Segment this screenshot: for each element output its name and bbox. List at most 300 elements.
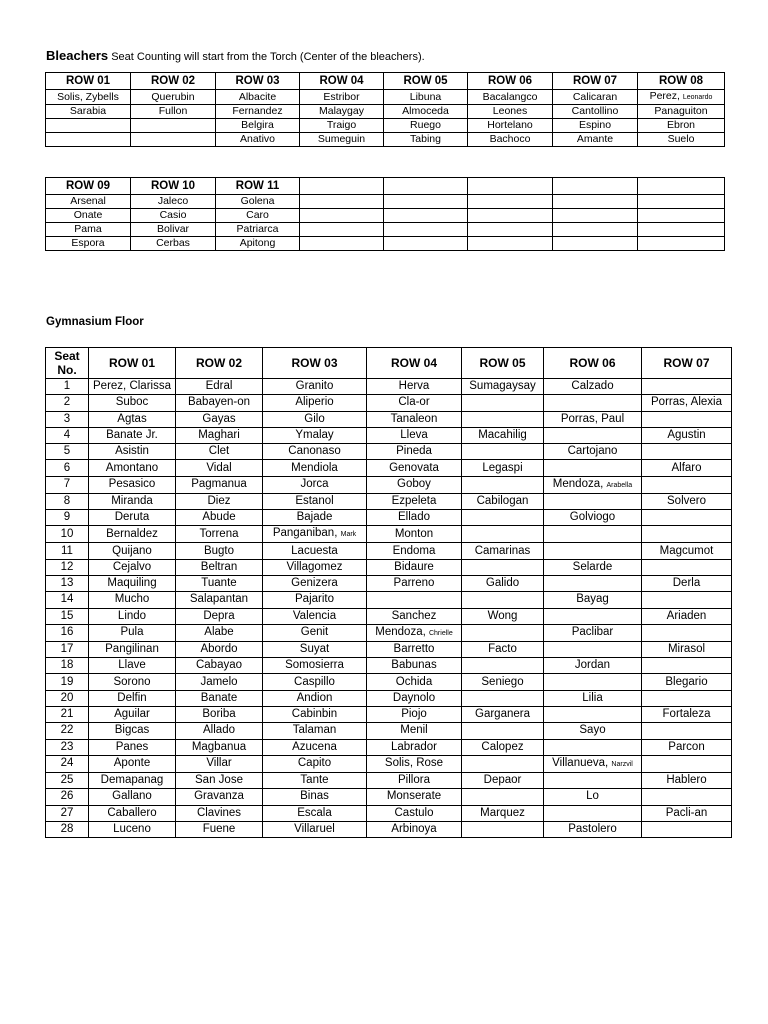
- table-cell: 13: [46, 575, 89, 591]
- table-cell: [544, 427, 642, 443]
- first-name-note: Narzvil: [611, 760, 633, 768]
- table-cell: 1: [46, 379, 89, 395]
- table-cell: Sayo: [544, 723, 642, 739]
- table-row: [46, 493, 732, 509]
- table-cell: Ezpeleta: [367, 493, 462, 509]
- table-cell: Perez, Clarissa: [89, 379, 176, 395]
- table-cell: Mucho: [89, 592, 176, 608]
- table-cell: [638, 195, 725, 209]
- table-cell: Malaygay: [300, 105, 384, 119]
- table-cell: Menil: [367, 723, 462, 739]
- table-cell: Golviogo: [544, 510, 642, 526]
- table-cell: [384, 223, 468, 237]
- table-row: [46, 510, 732, 526]
- table-cell: Arsenal: [46, 195, 131, 209]
- table-cell: [384, 195, 468, 209]
- table-cell: Babayen-on: [176, 395, 263, 411]
- table-cell: Derla: [642, 575, 732, 591]
- table-cell: Abordo: [176, 641, 263, 657]
- table-cell: Fuene: [176, 821, 263, 837]
- column-header: ROW 04: [367, 348, 462, 379]
- table-cell: 19: [46, 674, 89, 690]
- table-cell: Babunas: [367, 658, 462, 674]
- table-cell: [642, 592, 732, 608]
- table-cell: Diez: [176, 493, 263, 509]
- table-cell: [642, 821, 732, 837]
- bleachers-table-1-header: [46, 73, 725, 90]
- table-cell: Albacite: [216, 90, 300, 105]
- table-cell: Bigcas: [89, 723, 176, 739]
- table-cell: Almoceda: [384, 105, 468, 119]
- table-cell: 27: [46, 805, 89, 821]
- table-cell: [462, 723, 544, 739]
- table-cell: Banate: [176, 690, 263, 706]
- table-cell: Hablero: [642, 772, 732, 788]
- table-cell: Bajade: [263, 510, 367, 526]
- column-header: ROW 08: [638, 73, 725, 90]
- table-cell: Onate: [46, 209, 131, 223]
- table-cell: 9: [46, 510, 89, 526]
- first-name-note: Chrielle: [428, 629, 453, 637]
- table-cell: Pagmanua: [176, 476, 263, 493]
- table-cell: Villanueva, Narzvil: [544, 755, 642, 772]
- table-cell: Parcon: [642, 739, 732, 755]
- table-cell: Traigo: [300, 119, 384, 133]
- table-row: [46, 755, 732, 772]
- table-row: [46, 379, 732, 395]
- table-cell: Anativo: [216, 133, 300, 147]
- column-header: [553, 178, 638, 195]
- table-cell: Jamelo: [176, 674, 263, 690]
- table-cell: Cabinbin: [263, 707, 367, 723]
- table-cell: [544, 460, 642, 476]
- table-cell: [462, 476, 544, 493]
- table-cell: Macahilig: [462, 427, 544, 443]
- table-cell: [642, 755, 732, 772]
- table-cell: Amante: [553, 133, 638, 147]
- table-cell: Bacalangco: [468, 90, 553, 105]
- table-cell: [544, 674, 642, 690]
- table-cell: [462, 559, 544, 575]
- table-cell: Pangilinan: [89, 641, 176, 657]
- table-cell: Andion: [263, 690, 367, 706]
- table-cell: Agustin: [642, 427, 732, 443]
- table-cell: Cabayao: [176, 658, 263, 674]
- gym-title: Gymnasium Floor: [46, 316, 144, 328]
- table-cell: Calzado: [544, 379, 642, 395]
- table-cell: Pacli-an: [642, 805, 732, 821]
- table-row: [46, 119, 725, 133]
- table-cell: Goboy: [367, 476, 462, 493]
- table-cell: Vidal: [176, 460, 263, 476]
- table-cell: Beltran: [176, 559, 263, 575]
- table-cell: Genovata: [367, 460, 462, 476]
- table-cell: [46, 119, 131, 133]
- table-cell: Talaman: [263, 723, 367, 739]
- table-cell: Garganera: [462, 707, 544, 723]
- first-name-note: Mark: [340, 531, 357, 539]
- table-cell: Perez, Leonardo: [638, 90, 725, 105]
- table-row: [46, 223, 725, 237]
- table-cell: Pajarito: [263, 592, 367, 608]
- table-cell: [462, 510, 544, 526]
- table-row: [46, 411, 732, 427]
- table-cell: [642, 624, 732, 641]
- table-cell: [468, 195, 553, 209]
- bleachers-note: Seat Counting will start from the Torch (Center of the bleachers).: [111, 51, 425, 63]
- table-row: [46, 526, 732, 543]
- table-cell: Sorono: [89, 674, 176, 690]
- table-cell: [462, 789, 544, 805]
- table-row: [46, 658, 732, 674]
- table-cell: [131, 119, 216, 133]
- table-cell: Cerbas: [131, 237, 216, 251]
- table-cell: Calopez: [462, 739, 544, 755]
- table-cell: Pastolero: [544, 821, 642, 837]
- table-cell: Gayas: [176, 411, 263, 427]
- table-cell: Caro: [216, 209, 300, 223]
- table-cell: Monserate: [367, 789, 462, 805]
- column-header: [384, 178, 468, 195]
- table-cell: Aliperio: [263, 395, 367, 411]
- table-cell: [642, 690, 732, 706]
- table-row: [46, 674, 732, 690]
- table-cell: [367, 592, 462, 608]
- table-cell: Caballero: [89, 805, 176, 821]
- table-cell: Herva: [367, 379, 462, 395]
- table-cell: [544, 772, 642, 788]
- table-cell: Pineda: [367, 444, 462, 460]
- table-row: [46, 476, 732, 493]
- table-cell: [384, 209, 468, 223]
- table-cell: Deruta: [89, 510, 176, 526]
- table-cell: Querubin: [131, 90, 216, 105]
- table-cell: [544, 543, 642, 559]
- bleachers-table-2-header: [46, 178, 725, 195]
- table-cell: Edral: [176, 379, 263, 395]
- table-cell: Abude: [176, 510, 263, 526]
- table-cell: [553, 223, 638, 237]
- table-cell: Caspillo: [263, 674, 367, 690]
- table-cell: Boriba: [176, 707, 263, 723]
- table-cell: Bugto: [176, 543, 263, 559]
- table-cell: Solis, Rose: [367, 755, 462, 772]
- table-cell: Sarabia: [46, 105, 131, 119]
- table-cell: Delfin: [89, 690, 176, 706]
- table-cell: Cla-or: [367, 395, 462, 411]
- table-cell: Amontano: [89, 460, 176, 476]
- table-row: [46, 90, 725, 105]
- table-cell: Sumeguin: [300, 133, 384, 147]
- column-header: ROW 07: [553, 73, 638, 90]
- table-cell: [642, 559, 732, 575]
- table-cell: 17: [46, 641, 89, 657]
- table-cell: Marquez: [462, 805, 544, 821]
- table-cell: San Jose: [176, 772, 263, 788]
- table-cell: Ymalay: [263, 427, 367, 443]
- table-cell: Suboc: [89, 395, 176, 411]
- table-cell: 25: [46, 772, 89, 788]
- table-cell: Lindo: [89, 608, 176, 624]
- table-cell: 3: [46, 411, 89, 427]
- table-cell: Escala: [263, 805, 367, 821]
- table-cell: Pama: [46, 223, 131, 237]
- bleachers-table-1: [45, 72, 725, 147]
- table-cell: 26: [46, 789, 89, 805]
- table-cell: Leones: [468, 105, 553, 119]
- table-cell: 7: [46, 476, 89, 493]
- table-cell: Galido: [462, 575, 544, 591]
- table-cell: Villar: [176, 755, 263, 772]
- table-cell: Sumagaysay: [462, 379, 544, 395]
- table-cell: Bachoco: [468, 133, 553, 147]
- table-cell: Blegario: [642, 674, 732, 690]
- table-cell: [544, 608, 642, 624]
- table-cell: Ochida: [367, 674, 462, 690]
- table-cell: Arbinoya: [367, 821, 462, 837]
- table-cell: Clavines: [176, 805, 263, 821]
- table-cell: 14: [46, 592, 89, 608]
- table-cell: [544, 526, 642, 543]
- table-cell: [638, 209, 725, 223]
- bleachers-table-2: [45, 177, 725, 251]
- table-cell: [642, 526, 732, 543]
- table-cell: [462, 411, 544, 427]
- table-cell: Jaleco: [131, 195, 216, 209]
- table-cell: [462, 526, 544, 543]
- table-cell: Villagomez: [263, 559, 367, 575]
- table-cell: Luceno: [89, 821, 176, 837]
- column-header: [638, 178, 725, 195]
- gym-table-header: [46, 348, 732, 379]
- table-cell: Solvero: [642, 493, 732, 509]
- table-cell: Azucena: [263, 739, 367, 755]
- table-cell: [638, 223, 725, 237]
- table-row: [46, 805, 732, 821]
- table-cell: Lleva: [367, 427, 462, 443]
- table-cell: Pillora: [367, 772, 462, 788]
- table-cell: Maghari: [176, 427, 263, 443]
- table-row: [46, 707, 732, 723]
- table-row: [46, 133, 725, 147]
- column-header: ROW 06: [544, 348, 642, 379]
- table-cell: Cartojano: [544, 444, 642, 460]
- column-header: ROW 01: [46, 73, 131, 90]
- table-cell: Endoma: [367, 543, 462, 559]
- column-header: ROW 03: [216, 73, 300, 90]
- table-cell: Calicaran: [553, 90, 638, 105]
- column-header: ROW 04: [300, 73, 384, 90]
- table-cell: Granito: [263, 379, 367, 395]
- table-cell: 4: [46, 427, 89, 443]
- table-cell: [300, 237, 384, 251]
- column-header: ROW 05: [462, 348, 544, 379]
- table-cell: [642, 510, 732, 526]
- table-cell: [462, 690, 544, 706]
- table-cell: Parreno: [367, 575, 462, 591]
- table-cell: Allado: [176, 723, 263, 739]
- table-cell: [544, 493, 642, 509]
- table-cell: Gravanza: [176, 789, 263, 805]
- table-cell: 6: [46, 460, 89, 476]
- first-name-note: Leonardo: [682, 94, 713, 101]
- table-cell: 16: [46, 624, 89, 641]
- table-cell: Tante: [263, 772, 367, 788]
- table-cell: [300, 223, 384, 237]
- bleachers-heading: [46, 48, 425, 63]
- table-cell: Bayag: [544, 592, 642, 608]
- table-cell: [462, 624, 544, 641]
- table-cell: Ebron: [638, 119, 725, 133]
- table-row: [46, 789, 732, 805]
- table-cell: Pesasico: [89, 476, 176, 493]
- column-header: ROW 09: [46, 178, 131, 195]
- table-cell: 11: [46, 543, 89, 559]
- table-cell: [468, 209, 553, 223]
- table-cell: [544, 575, 642, 591]
- table-cell: Porras, Paul: [544, 411, 642, 427]
- column-header: ROW 01: [89, 348, 176, 379]
- table-cell: 24: [46, 755, 89, 772]
- table-cell: 20: [46, 690, 89, 706]
- table-cell: [462, 395, 544, 411]
- table-row: [46, 209, 725, 223]
- table-cell: Daynolo: [367, 690, 462, 706]
- table-cell: Paclibar: [544, 624, 642, 641]
- table-cell: Asistin: [89, 444, 176, 460]
- table-row: [46, 559, 732, 575]
- table-cell: Lacuesta: [263, 543, 367, 559]
- table-row: [46, 592, 732, 608]
- table-row: [46, 690, 732, 706]
- table-row: [46, 821, 732, 837]
- table-cell: Suelo: [638, 133, 725, 147]
- table-cell: Camarinas: [462, 543, 544, 559]
- table-row: [46, 460, 732, 476]
- table-cell: Miranda: [89, 493, 176, 509]
- table-cell: Panganiban, Mark: [263, 526, 367, 543]
- table-cell: Patriarca: [216, 223, 300, 237]
- table-cell: [468, 223, 553, 237]
- gym-table: [45, 347, 732, 838]
- table-cell: Salapantan: [176, 592, 263, 608]
- table-cell: Hortelano: [468, 119, 553, 133]
- table-row: [46, 624, 732, 641]
- table-row: [46, 427, 732, 443]
- table-row: [46, 444, 732, 460]
- table-cell: [642, 789, 732, 805]
- table-cell: [468, 237, 553, 251]
- table-cell: Magbanua: [176, 739, 263, 755]
- table-cell: Legaspi: [462, 460, 544, 476]
- table-cell: Magcumot: [642, 543, 732, 559]
- table-cell: Cejalvo: [89, 559, 176, 575]
- table-cell: Genizera: [263, 575, 367, 591]
- column-header: Seat No.: [46, 348, 89, 379]
- table-cell: 10: [46, 526, 89, 543]
- table-cell: Estanol: [263, 493, 367, 509]
- table-cell: Mendiola: [263, 460, 367, 476]
- table-cell: Aguilar: [89, 707, 176, 723]
- table-cell: Mendoza, Chrielle: [367, 624, 462, 641]
- table-cell: [642, 444, 732, 460]
- table-cell: Espino: [553, 119, 638, 133]
- table-cell: Selarde: [544, 559, 642, 575]
- table-cell: Quijano: [89, 543, 176, 559]
- table-cell: Maquiling: [89, 575, 176, 591]
- column-header: [300, 178, 384, 195]
- table-cell: Bidaure: [367, 559, 462, 575]
- table-cell: 12: [46, 559, 89, 575]
- table-cell: 18: [46, 658, 89, 674]
- table-cell: Canonaso: [263, 444, 367, 460]
- table-cell: Binas: [263, 789, 367, 805]
- table-cell: [553, 237, 638, 251]
- table-cell: Depaor: [462, 772, 544, 788]
- table-cell: Casio: [131, 209, 216, 223]
- table-cell: [300, 209, 384, 223]
- table-cell: Panaguiton: [638, 105, 725, 119]
- table-cell: [462, 755, 544, 772]
- table-cell: Jordan: [544, 658, 642, 674]
- table-cell: Porras, Alexia: [642, 395, 732, 411]
- table-cell: [544, 805, 642, 821]
- column-header: ROW 02: [176, 348, 263, 379]
- column-header: ROW 06: [468, 73, 553, 90]
- table-row: [46, 195, 725, 209]
- table-cell: [384, 237, 468, 251]
- table-cell: [642, 476, 732, 493]
- table-cell: Fortaleza: [642, 707, 732, 723]
- table-cell: Genit: [263, 624, 367, 641]
- table-row: [46, 105, 725, 119]
- table-cell: Castulo: [367, 805, 462, 821]
- column-header: ROW 05: [384, 73, 468, 90]
- table-row: [46, 641, 732, 657]
- table-cell: Golena: [216, 195, 300, 209]
- table-cell: Bolivar: [131, 223, 216, 237]
- table-cell: Estribor: [300, 90, 384, 105]
- table-cell: Cantollino: [553, 105, 638, 119]
- table-cell: [553, 209, 638, 223]
- column-header: ROW 07: [642, 348, 732, 379]
- table-cell: Pula: [89, 624, 176, 641]
- table-cell: Agtas: [89, 411, 176, 427]
- table-cell: Belgira: [216, 119, 300, 133]
- table-cell: 22: [46, 723, 89, 739]
- table-cell: [462, 592, 544, 608]
- table-cell: [300, 195, 384, 209]
- table-cell: [544, 707, 642, 723]
- table-cell: Llave: [89, 658, 176, 674]
- table-cell: Piojo: [367, 707, 462, 723]
- column-header: ROW 03: [263, 348, 367, 379]
- table-cell: Mirasol: [642, 641, 732, 657]
- table-cell: Ellado: [367, 510, 462, 526]
- table-cell: Suyat: [263, 641, 367, 657]
- table-cell: Lo: [544, 789, 642, 805]
- table-cell: [462, 821, 544, 837]
- table-cell: Fullon: [131, 105, 216, 119]
- table-cell: [642, 411, 732, 427]
- table-cell: [46, 133, 131, 147]
- bleachers-title: Bleachers: [46, 48, 109, 63]
- table-cell: Wong: [462, 608, 544, 624]
- table-row: [46, 575, 732, 591]
- first-name-note: Arabella: [606, 481, 633, 489]
- table-cell: Ruego: [384, 119, 468, 133]
- table-cell: Fernandez: [216, 105, 300, 119]
